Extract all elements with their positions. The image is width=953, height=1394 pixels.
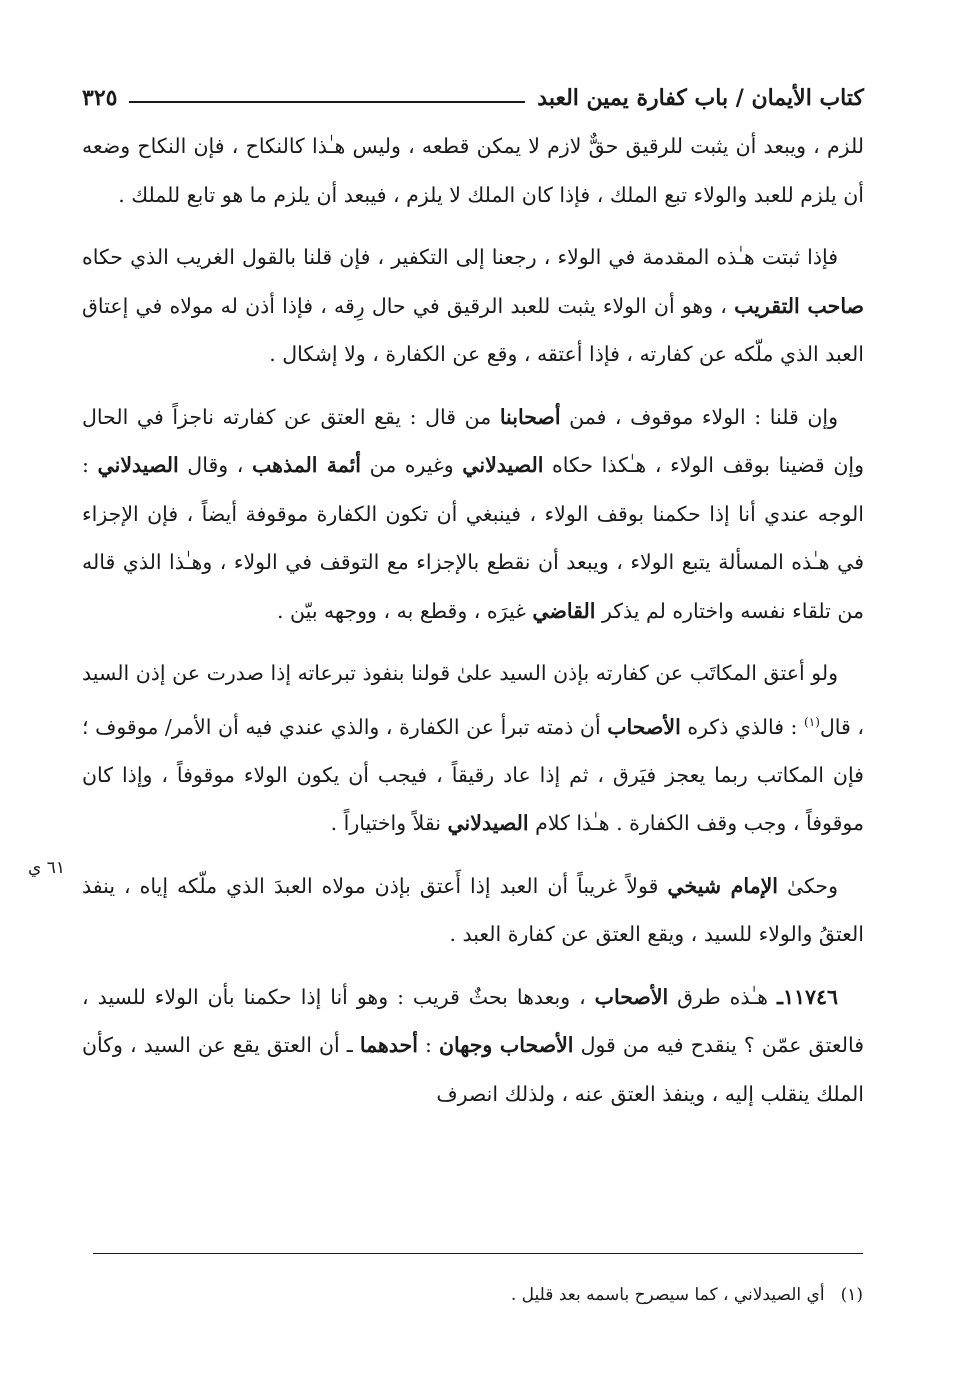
bold-name: الإمام شيخي [667, 873, 778, 898]
paragraph-4-text: نقلاً واختياراً . [330, 811, 448, 836]
paragraph-3-text: وغيره من [360, 453, 463, 477]
bold-name: الصيدلاني [97, 453, 179, 477]
paragraph-4 [82, 649, 864, 848]
page-number: ٣٢٥ [82, 85, 118, 111]
bold-name: الصيدلاني [462, 453, 544, 477]
paragraph-3-text: غيرَه ، وقطع به ، ووجهه بيّن . [277, 598, 533, 623]
bold-name: أئمة المذهب [252, 453, 361, 477]
paragraph-4-text: أن ذمته تبرأ عن الكفارة ، والذي عندي فيه أن الأمر/ موقوف ؛ فإن المكاتب ربما يعجز فيَرق ، ثم إذا عاد رقيقاً ، فيجب أن يكون الولاء موقوفاً ، وإذا كان موقوفاً ، وجب وقف الكفارة . هـٰذا كلام [82, 714, 864, 836]
paragraph-3 [82, 393, 864, 636]
paragraph-6-text: : [417, 1033, 439, 1058]
paragraph-5 [82, 862, 864, 959]
bold-name: الصيدلاني [447, 811, 529, 836]
paragraph-4-text: ولو أعتق المكاتَب عن كفارته بإذن السيد علىٰ قولنا بنفوذ تبرعاته إذا صدرت عن إذن السيد ، قال [82, 661, 865, 739]
paragraph-6 [82, 973, 864, 1119]
paragraph-4-text: : فالذي ذكره [680, 714, 805, 739]
paragraph-6-text: هـٰذه طرق [668, 984, 777, 1009]
paragraph-5-text: وحكىٰ [778, 873, 838, 898]
paragraph-3-text: ، وقال [178, 453, 252, 477]
manuscript-folio-note: ٦١ ي [28, 858, 65, 878]
bold-name: أصحابنا [499, 404, 561, 429]
bold-name: القاضي [532, 598, 596, 623]
running-header [82, 78, 864, 118]
paragraph-2-text: فإذا ثبتت هـٰذه المقدمة في الولاء ، رجعنا إلى التكفير ، فإن قلنا بالقول الغريب الذي حكاه [82, 245, 838, 269]
paragraph-3-text: من قال : يقع العتق عن كفارته ناجزاً في الحال وإن قضينا بوقف الولاء ، هـٰكذا حكاه [82, 404, 864, 477]
paragraph-6-text: ـ أن العتق يقع عن السيد ، وكأن الملك ينقلب إليه ، وينفذ العتق عنه ، ولذلك انصرف [82, 1033, 864, 1106]
paragraph-2 [82, 233, 864, 379]
footnote-text: أي الصيدلاني ، كما سيصرح باسمه بعد قليل . [510, 1285, 825, 1305]
paragraph-3-text: وإن قلنا : الولاء موقوف ، فمن [560, 404, 839, 429]
footnote-marker: (١) [840, 1285, 863, 1305]
running-title: كتاب الأيمان / باب كفارة يمين العبد [537, 85, 864, 111]
paragraph-1 [82, 122, 864, 219]
footnote-rule [93, 1253, 863, 1254]
paragraph-6-text: ، وبعدها بحثٌ قريب : وهو أنا إذا حكمنا بأن الولاء للسيد ، فالعتق عمّن ؟ ينقدح فيه من قول [82, 984, 865, 1058]
bold-name: صاحب التقريب [734, 293, 864, 318]
footnote-reference[interactable]: (١) [804, 714, 820, 729]
bold-name: الأصحاب [594, 984, 669, 1009]
paragraph-5-text: قولاً غريباً أن العبد إذا أَعتق بإذن مولاه العبدَ الذي ملّكه إياه ، ينفذ العتقُ والولاء للسيد ، ويقع العتق عن كفارة العبد . [82, 873, 864, 947]
paragraph-3-text: : الوجه عندي أنا إذا حكمنا بوقف الولاء ، فينبغي أن تكون الكفارة موقوفة أيضاً ، فإن الإجزاء في هـٰذه المسألة يتبع الولاء ، ويبعد أن نقطع بالإجزاء مع التوقف في الولاء ، وهـٰذا الذي قاله من تلقاء نفسه واختاره لم يذكر [82, 453, 864, 623]
section-number: ١١٧٤٦ـ [776, 984, 839, 1009]
paragraph-1-text: للزم ، ويبعد أن يثبت للرقيق حقٌّ لازم لا يمكن قطعه ، وليس هـٰذا كالنكاح ، فإن النكاح وضعه أن يلزم للعبد والولاء تبع الملك ، فإذا كان الملك لا يلزم ، فيبعد أن يلزم ما هو تابع للملك . [82, 134, 864, 207]
bold-name: الأصحاب وجهان [438, 1033, 574, 1058]
bold-name: أحدهما [359, 1033, 418, 1058]
body-text [82, 122, 864, 1118]
header-rule [129, 101, 525, 103]
paragraph-2-text: ، وهو أن الولاء يثبت للعبد الرقيق في حال رِقه ، فإذا أذن له مولاه في إعتاق العبد الذي ملّكه عن كفارته ، فإذا أعتقه ، وقع عن الكفارة ، ولا إشكال . [82, 293, 864, 366]
bold-name: الأصحاب [607, 714, 681, 739]
footnote [93, 1280, 863, 1310]
